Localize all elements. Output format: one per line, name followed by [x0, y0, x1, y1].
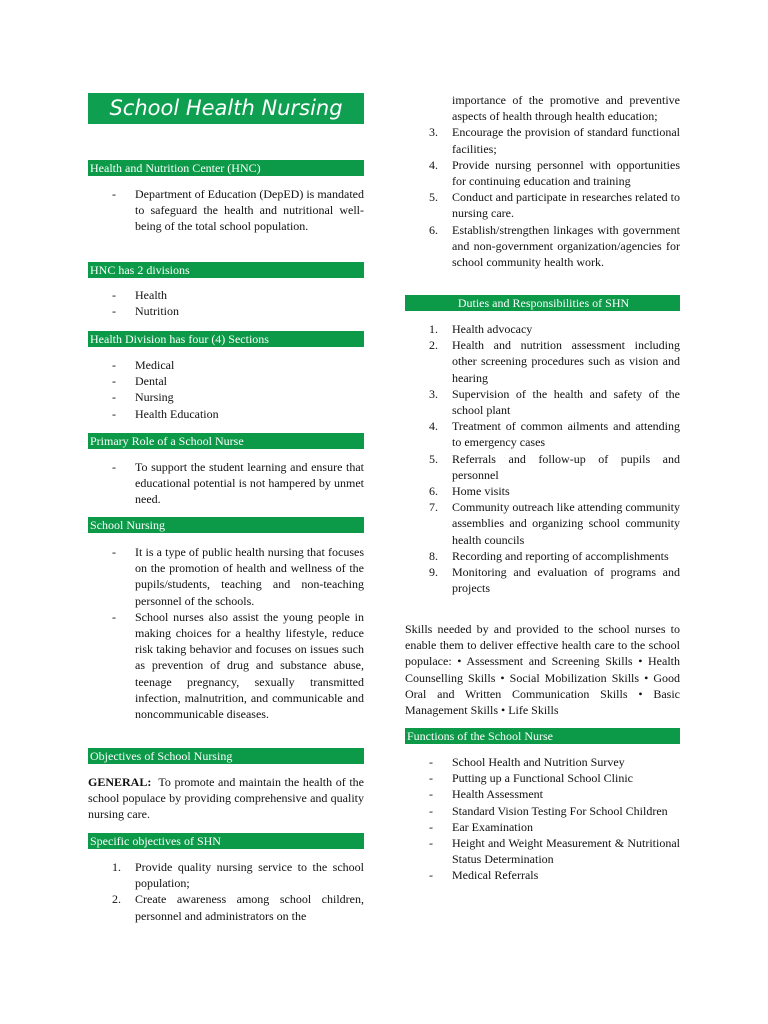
- list-item: 8. Recording and reporting of accomplishments: [429, 548, 669, 563]
- list-item: - Department of Education (DepED) is mandated to safeguard the health and nutritional well-being of the total school population.: [112, 187, 364, 234]
- list-item: 1. Health advocacy: [429, 322, 533, 336]
- list-item: 5. Conduct and participate in researches related to nursing care.: [429, 190, 680, 221]
- section-header-sections: Health Division has four (4) Sections: [88, 331, 364, 347]
- section-header-divisions: HNC has 2 divisions: [88, 262, 364, 278]
- list-item: 3. Encourage the provision of standard functional facilities;: [429, 125, 680, 156]
- list-item: 2. Health and nutrition assessment including other screening procedures such as vision and hearing: [429, 338, 680, 385]
- list-item: 6. Home visits: [429, 484, 510, 499]
- section-header-functions: Functions of the School Nurse: [405, 728, 680, 744]
- list-item: 3. Supervision of the health and safety of the school plant: [429, 386, 680, 418]
- list-item: 2. Create awareness among school children, personnel and administrators on the: [112, 892, 364, 923]
- list-item: - Medical Referrals: [429, 868, 539, 883]
- list-item: importance of the promotive and preventive aspects of health through health education;: [452, 93, 680, 124]
- list-item: 9. Monitoring and evaluation of programs and projects: [429, 565, 680, 596]
- list-item: 7. Community outreach like attending community assemblies and organizing school community health councils: [429, 500, 680, 547]
- list-item: - Ear Examination: [429, 819, 533, 834]
- list-item: - Height and Weight Measurement & Nutritional Status Determination: [429, 836, 680, 867]
- list-item: - Health Education: [112, 406, 219, 421]
- sections-list: [88, 357, 364, 422]
- list-item: 6. Establish/strengthen linkages with government and non-government organization/agencies for school community health work.: [429, 222, 680, 270]
- page-title: School Health Nursing: [88, 93, 364, 124]
- hnc-list: [88, 186, 364, 235]
- section-header-role: Primary Role of a School Nurse: [88, 433, 364, 449]
- list-item: - Nutrition: [112, 304, 179, 319]
- role-list: [88, 459, 364, 508]
- skills-paragraph: Skills needed by and provided to the school nurses to enable them to deliver effective health care to the school populace: • Assessment and Screening Skills • Health Counselling Skills • Social Mobilization Skills • Good Oral and Written Communication Skills • Basic Management Skills • Life Skills: [405, 622, 680, 718]
- functions-list: [405, 754, 680, 884]
- section-header-duties: Duties and Responsibilities of SHN: [405, 295, 680, 311]
- list-item: - Medical: [112, 358, 175, 372]
- dash-marker: -: [112, 187, 116, 201]
- list-item: 5. Referrals and follow-up of pupils and personnel: [429, 451, 680, 482]
- list-item: - Health Assessment: [429, 787, 543, 802]
- list-item: - It is a type of public health nursing that focuses on the promotion of health and wellness of the pupils/students, teaching and non-teaching personnel of the schools.: [112, 545, 364, 608]
- list-item: - School Health and Nutrition Survey: [429, 755, 625, 769]
- specific-objectives-continued: [405, 92, 680, 270]
- school-nursing-list: [88, 544, 364, 722]
- list-item: 4. Provide nursing personnel with opportunities for continuing education and training: [429, 157, 680, 189]
- list-item: - Standard Vision Testing For School Children: [429, 803, 668, 818]
- list-item: - Health: [112, 288, 167, 302]
- section-header-school-nursing: School Nursing: [88, 517, 364, 533]
- general-text: To promote and maintain the health of the school populace by providing comprehensive and quality nursing care.: [88, 775, 364, 822]
- list-item: - Nursing: [112, 390, 174, 405]
- list-item: - School nurses also assist the young people in making choices for a healthy lifestyle, reduce risk taking behavior and focuses on issues such as prevention of drug and substance abuse, teenage pregnancy, sexually transmitted infection, malnutrition, and communicable and noncommunicable diseases.: [112, 609, 364, 722]
- list-item: 1. Provide quality nursing service to the school population;: [112, 860, 364, 891]
- section-header-objectives: Objectives of School Nursing: [88, 748, 364, 764]
- list-item: - Dental: [112, 374, 167, 389]
- general-label: GENERAL:: [88, 775, 152, 789]
- list-item: - To support the student learning and ensure that educational potential is not hampered by unmet need.: [112, 460, 364, 507]
- divisions-list: [88, 287, 364, 319]
- duties-list: [405, 321, 680, 596]
- section-header-specific: Specific objectives of SHN: [88, 833, 364, 849]
- specific-objectives-list: [88, 859, 364, 924]
- general-objective: [88, 774, 364, 823]
- section-header-hnc: Health and Nutrition Center (HNC): [88, 160, 364, 176]
- list-item: 4. Treatment of common ailments and attending to emergency cases: [429, 419, 680, 450]
- list-item: - Putting up a Functional School Clinic: [429, 771, 633, 786]
